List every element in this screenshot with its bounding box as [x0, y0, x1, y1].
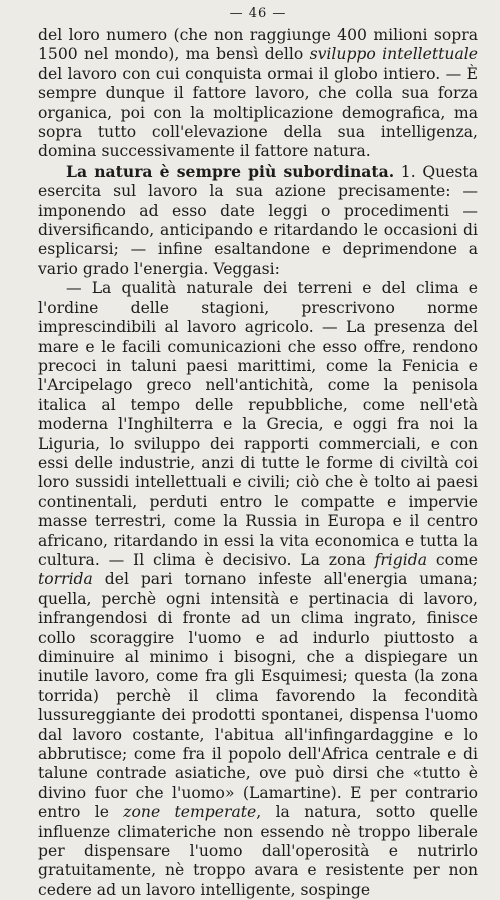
- section-heading: La natura è sempre più subordinata.: [66, 161, 395, 181]
- paragraph-section: [38, 162, 478, 279]
- text-span: del lavoro con cui conquista ormai il globo intiero. — È sempre dunque il fattore lavoro, che colla sua forza organica, poi con la moltiplicazione demografica, ma sopra tutto coll'elevazione della sua intelligenza, domina successivamente il fattore natura.: [38, 64, 478, 161]
- body-text: [38, 26, 478, 900]
- text-span: del pari tornano infeste all'energia umana; quella, perchè ogni intensità e pertinacia di lavoro, infrangendosi di fronte ad un clima ingrato, finisce collo scoraggire l'uomo e ad indurlo piuttosto a diminuire al minimo i bisogni, che a dispiegare un inutile lavoro, come fra gli Esquimesi; questa (la zona torrida) perchè il clima favorendo la fecondità lussureggiante dei prodotti spontanei, dispensa l'uomo dal lavoro costante, l'abitua all'infingardaggine e lo abbrutisce; come fra il popolo dell'Africa centrale e di talune contrade asiatiche, ove può dirsi che «tutto è divino fuor che l'uomo» (Lamartine). E per contrario entro le: [38, 570, 478, 822]
- paragraph-continuation: [38, 26, 478, 162]
- italic-term: zone temperate: [123, 803, 257, 822]
- italic-term: frigida: [374, 550, 428, 569]
- italic-term: torrida: [38, 570, 93, 589]
- text-span: — La qualità naturale dei terreni e del clima e l'ordine delle stagioni, prescrivono norme imprescindibili al lavoro agricolo. — La presenza del mare e le facili comunicazioni che esso offre, rendono precoci in taluni paesi marittimi, come la Fenicia e l'Arcipelago greco nell'antichità, come la penisola italica al tempo delle repubbliche, come nell'età moderna l'Inghilterra e la Grecia, e oggi fra noi la Liguria, lo sviluppo dei rapporti commerciali, e con essi delle industrie, anzi di tutte le forme di civiltà coi loro sussidi intellettuali e civili; ciò che è tolto ai paesi continentali, perduti entro le compatte e impervie masse terrestri, come la Russia in Europa e il centro africano, ritardando in essi la vita economica e tutta la cultura. — Il clima è decisivo. La zona: [38, 279, 478, 569]
- paragraph-examples: [38, 279, 478, 900]
- italic-term: sviluppo intellettuale: [309, 45, 478, 64]
- text-span: 1. Questa esercita sul lavoro la sua azione precisamente: — imponendo ad esso date leggi o procedimenti — diversificando, anticipando e ritardando le occasioni di esplicarsi; — infine esaltandone e deprimendone a vario grado l'energia. Veggasi:: [38, 162, 478, 278]
- page-number: — 46 —: [229, 6, 287, 21]
- text-span: , la natura, sotto quelle influenze climateriche non essendo nè troppo liberale per dispensare l'uomo dall'operosità e nutrirlo gratuitamente, nè troppo avara e resistente per non cedere ad un lavoro intelligente, sospinge: [38, 803, 479, 899]
- text-span: come: [427, 550, 479, 569]
- text-span: del loro numero (che non raggiunge 400 milioni sopra 1500 nel mondo), ma bensì dello: [38, 26, 478, 64]
